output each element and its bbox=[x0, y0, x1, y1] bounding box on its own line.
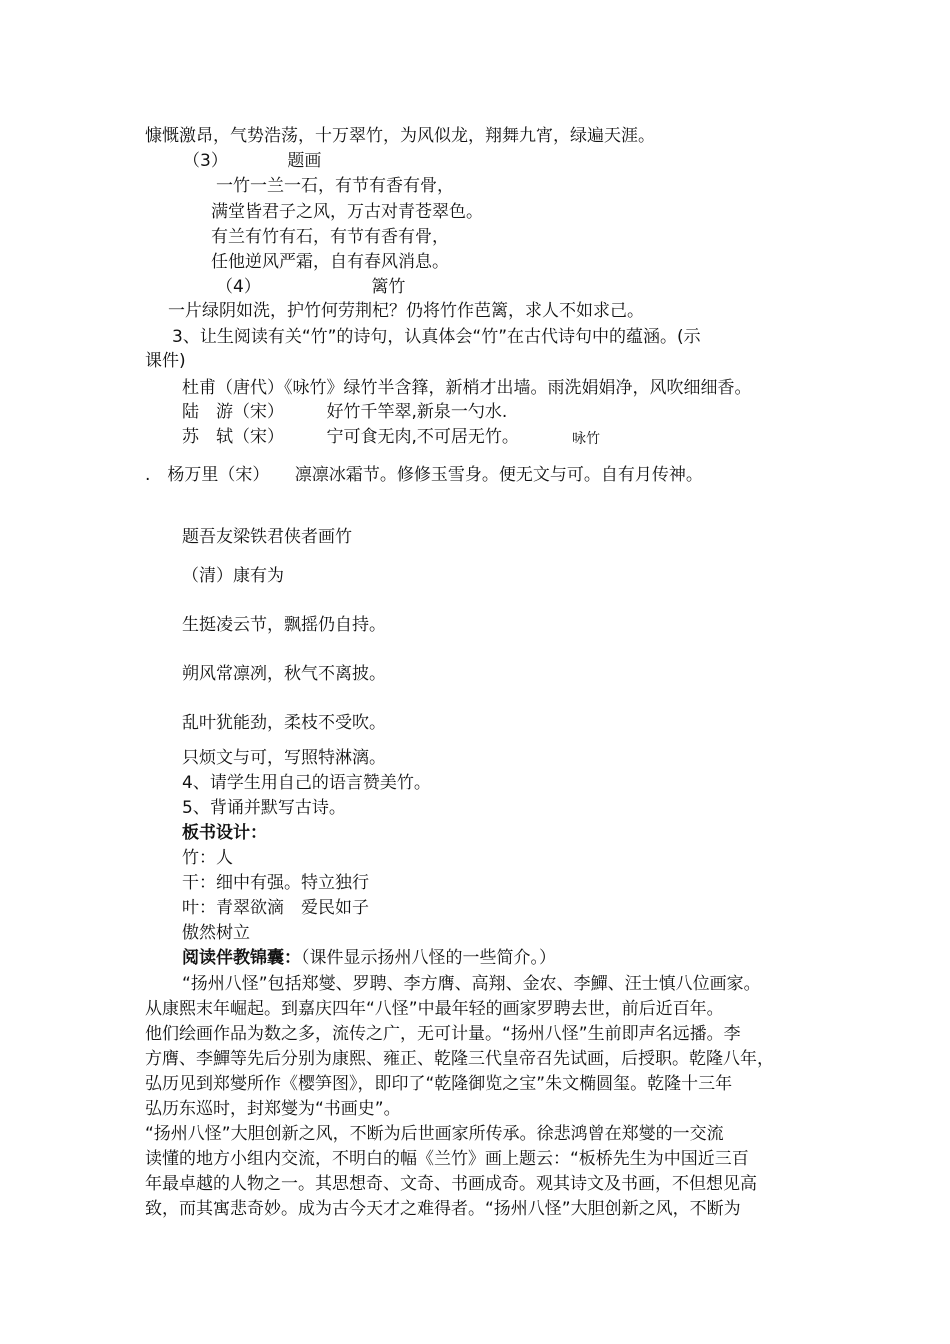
text-line: 竹：人 bbox=[182, 848, 233, 868]
text-line: 方膺、李鱓等先后分别为康熙、雍正、乾隆三代皇帝召先试画，后授职。乾隆八年， bbox=[145, 1049, 774, 1069]
text-line: . 杨万里（宋） 凛凛冰霜节。修修玉雪身。便无文与可。自有月传神。 bbox=[145, 465, 703, 485]
poem-line: 只烦文与可，写照特淋漓。 bbox=[182, 748, 386, 768]
poem-line: 朔风常凛冽，秋气不离披。 bbox=[182, 664, 386, 684]
text-line: 他们绘画作品为数之多，流传之广，无可计量。“扬州八怪”生前即声名远播。李 bbox=[145, 1024, 741, 1044]
section-heading: （4） 篱竹 bbox=[216, 277, 406, 297]
text-line: 年最卓越的人物之一。其思想奇、文奇、书画成奇。观其诗文及书画，不但想见高 bbox=[145, 1174, 757, 1194]
poem-line: 一片绿阴如洗，护竹何劳荆杞？仍将竹作芭篱，求人不如求己。 bbox=[168, 301, 644, 321]
poem-line: 乱叶犹能劲，柔枝不受吹。 bbox=[182, 713, 386, 733]
text-line: 叶：青翠欲滴 爱民如子 bbox=[182, 898, 369, 918]
poem-line: 生挺凌云节，飘摇仍自持。 bbox=[182, 615, 386, 635]
text-line: 咏竹 bbox=[572, 431, 600, 447]
poem-line: 一竹一兰一石，有节有香有骨， bbox=[216, 176, 454, 196]
poem-author: （清）康有为 bbox=[182, 566, 284, 586]
text-line: 慷慨激昂，气势浩荡，十万翠竹，为风似龙，翔舞九宵，绿遍天涯。 bbox=[145, 126, 655, 146]
poem-line: 有兰有竹有石，有节有香有骨， bbox=[211, 227, 449, 247]
text-line: 3、让生阅读有关“竹”的诗句，认真体会“竹”在古代诗句中的蕴涵。(示 bbox=[172, 327, 701, 347]
text-line: “扬州八怪”包括郑燮、罗聘、李方膺、高翔、金农、李鱓、汪士慎八位画家。 bbox=[182, 974, 761, 994]
poem-title: 题吾友梁铁君侠者画竹 bbox=[182, 527, 352, 547]
text-line: 致，而其寓悲奇妙。成为古今天才之难得者。“扬州八怪”大胆创新之风，不断为 bbox=[145, 1199, 741, 1219]
text-line: 弘历东巡时，封郑燮为“书画史”。 bbox=[145, 1099, 401, 1119]
text-line: 5、背诵并默写古诗。 bbox=[182, 798, 346, 818]
board-design-heading: 板书设计： bbox=[182, 823, 267, 843]
text-line: 傲然树立 bbox=[182, 923, 250, 943]
text-line: 干：细中有强。特立独行 bbox=[182, 873, 369, 893]
text-line: 读懂的地方小组内交流，不明白的幅《兰竹》画上题云：“板桥先生为中国近三百 bbox=[145, 1149, 749, 1169]
text-line: 4、请学生用自己的语言赞美竹。 bbox=[182, 773, 431, 793]
poem-line: 任他逆风严霜，自有春风消息。 bbox=[211, 252, 449, 272]
reading-tips bbox=[182, 947, 556, 969]
text-line: 弘历见到郑燮所作《樱笋图》，即印了“乾隆御览之宝”朱文椭圆玺。乾隆十三年 bbox=[145, 1074, 733, 1094]
text-line: 从康熙末年崛起。到嘉庆四年“八怪”中最年轻的画家罗聘去世，前后近百年。 bbox=[145, 999, 724, 1019]
reading-tips-heading: 阅读伴教锦囊： bbox=[182, 948, 301, 968]
text-line: “扬州八怪”大胆创新之风，不断为后世画家所传承。徐悲鸿曾在郑燮的一交流 bbox=[145, 1124, 724, 1144]
text-line: 苏 轼（宋） 宁可食无肉,不可居无竹。 bbox=[182, 427, 519, 447]
reading-tips-note: （课件显示扬州八怪的一些简介。） bbox=[301, 948, 556, 968]
poem-line: 满堂皆君子之风，万古对青苍翠色。 bbox=[211, 202, 483, 222]
text-line: 陆 游（宋） 好竹千竿翠,新泉一勺水. bbox=[182, 402, 508, 422]
text-line: 课件) bbox=[145, 351, 186, 371]
text-line: 杜甫（唐代）《咏竹》绿竹半含箨，新梢才出墙。雨洗娟娟净，风吹细细香。 bbox=[182, 378, 752, 398]
section-heading: （3） 题画 bbox=[183, 151, 322, 171]
